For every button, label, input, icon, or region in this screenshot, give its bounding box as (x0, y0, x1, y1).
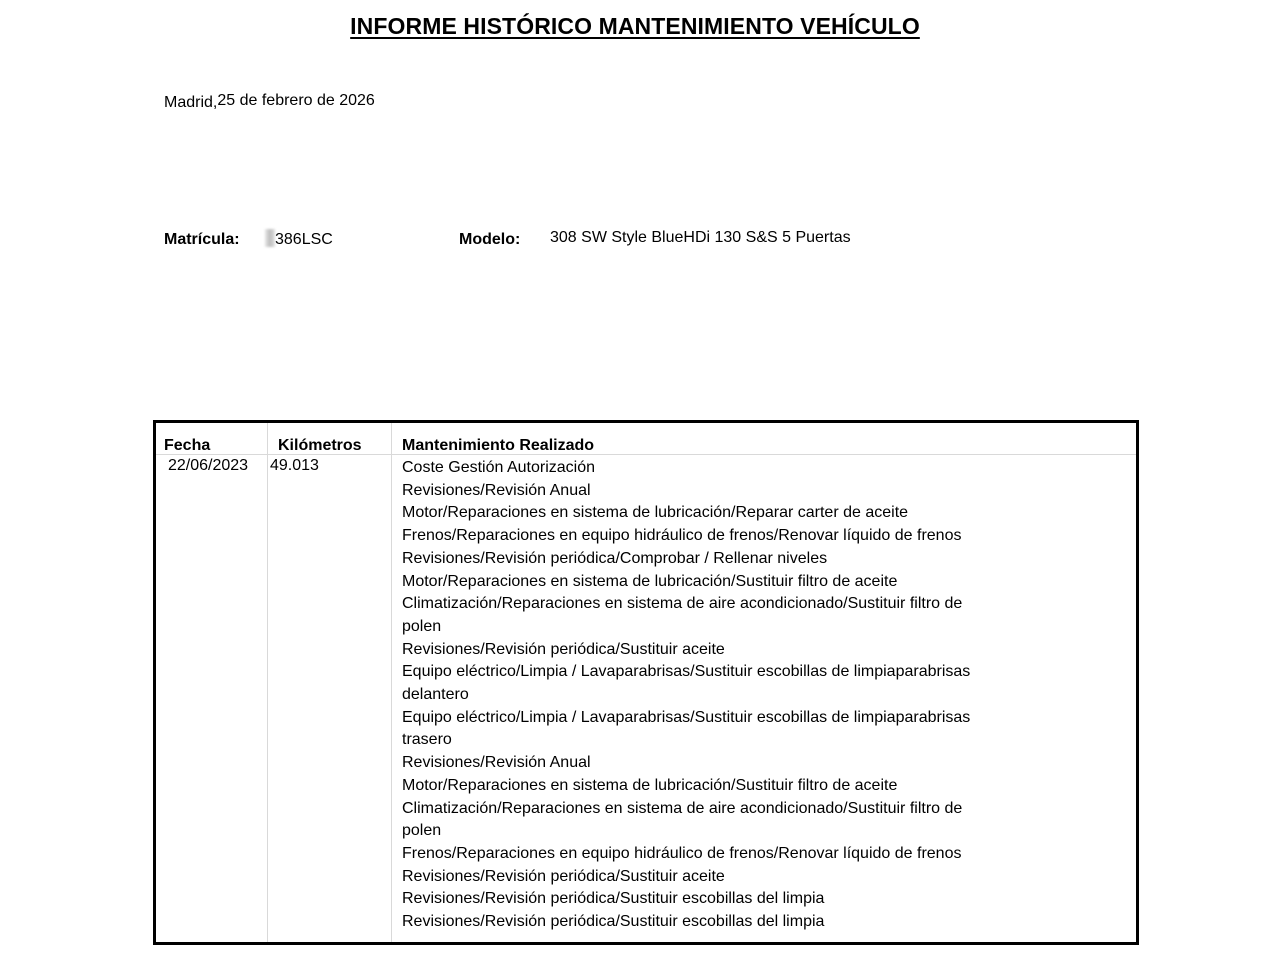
model-value: 308 SW Style BlueHDi 130 S&S 5 Puertas (550, 229, 851, 246)
maintenance-item: Equipo eléctrico/Limpia / Lavaparabrisas/Sustituir escobillas de limpiaparabrisas (402, 663, 971, 681)
maintenance-item: Revisiones/Revisión periódica/Sustituir aceite (402, 640, 725, 658)
maintenance-item: Motor/Reparaciones en sistema de lubricación/Sustituir filtro de aceite (402, 572, 898, 590)
header-maintenance: Mantenimiento Realizado (402, 437, 595, 454)
column-divider (391, 423, 392, 942)
maintenance-item: Revisiones/Revisión periódica/Sustituir aceite (402, 867, 725, 885)
maintenance-item: polen (402, 822, 442, 840)
maintenance-item: polen (402, 617, 442, 635)
maintenance-item: Coste Gestión Autorización (402, 459, 595, 476)
header-date: Fecha (164, 437, 211, 454)
row-date: 22/06/2023 (168, 457, 249, 474)
row-km: 49.013 (270, 457, 319, 474)
model-label: Modelo: (459, 231, 521, 248)
maintenance-item: Climatización/Reparaciones en sistema de aire acondicionado/Sustituir filtro de (402, 595, 963, 613)
maintenance-item: Frenos/Reparaciones en equipo hidráulico de frenos/Renovar líquido de frenos (402, 527, 962, 545)
plate-label: Matrícula: (164, 231, 240, 248)
maintenance-list (402, 457, 1022, 934)
redaction-blur (265, 229, 275, 247)
maintenance-item: delantero (402, 686, 469, 704)
maintenance-item: trasero (402, 731, 452, 749)
header-km: Kilómetros (278, 437, 362, 454)
maintenance-item: Equipo eléctrico/Limpia / Lavaparabrisas/Sustituir escobillas de limpiaparabrisas (402, 708, 971, 726)
maintenance-item: Revisiones/Revisión Anual (402, 754, 591, 772)
plate-value: 386LSC (275, 231, 333, 248)
maintenance-item: Motor/Reparaciones en sistema de lubricación/Sustituir filtro de aceite (402, 776, 898, 794)
maintenance-item: Motor/Reparaciones en sistema de lubricación/Reparar carter de aceite (402, 504, 909, 522)
maintenance-item: Revisiones/Revisión Anual (402, 481, 591, 499)
report-title: INFORME HISTÓRICO MANTENIMIENTO VEHÍCULO (350, 13, 920, 39)
column-divider (267, 423, 268, 942)
city: Madrid, (164, 94, 218, 111)
plate-value-wrap (265, 229, 333, 249)
maintenance-item: Revisiones/Revisión periódica/Sustituir escobillas del limpia (402, 890, 825, 908)
maintenance-item: Revisiones/Revisión periódica/Sustituir escobillas del limpia (402, 913, 825, 931)
place-date (164, 92, 375, 110)
maintenance-item: Climatización/Reparaciones en sistema de aire acondicionado/Sustituir filtro de (402, 799, 963, 817)
report-date: 25 de febrero de 2026 (217, 92, 375, 109)
maintenance-item: Frenos/Reparaciones en equipo hidráulico de frenos/Renovar líquido de frenos (402, 844, 962, 862)
maintenance-table (153, 420, 1139, 945)
maintenance-item: Revisiones/Revisión periódica/Comprobar / Rellenar niveles (402, 549, 828, 567)
